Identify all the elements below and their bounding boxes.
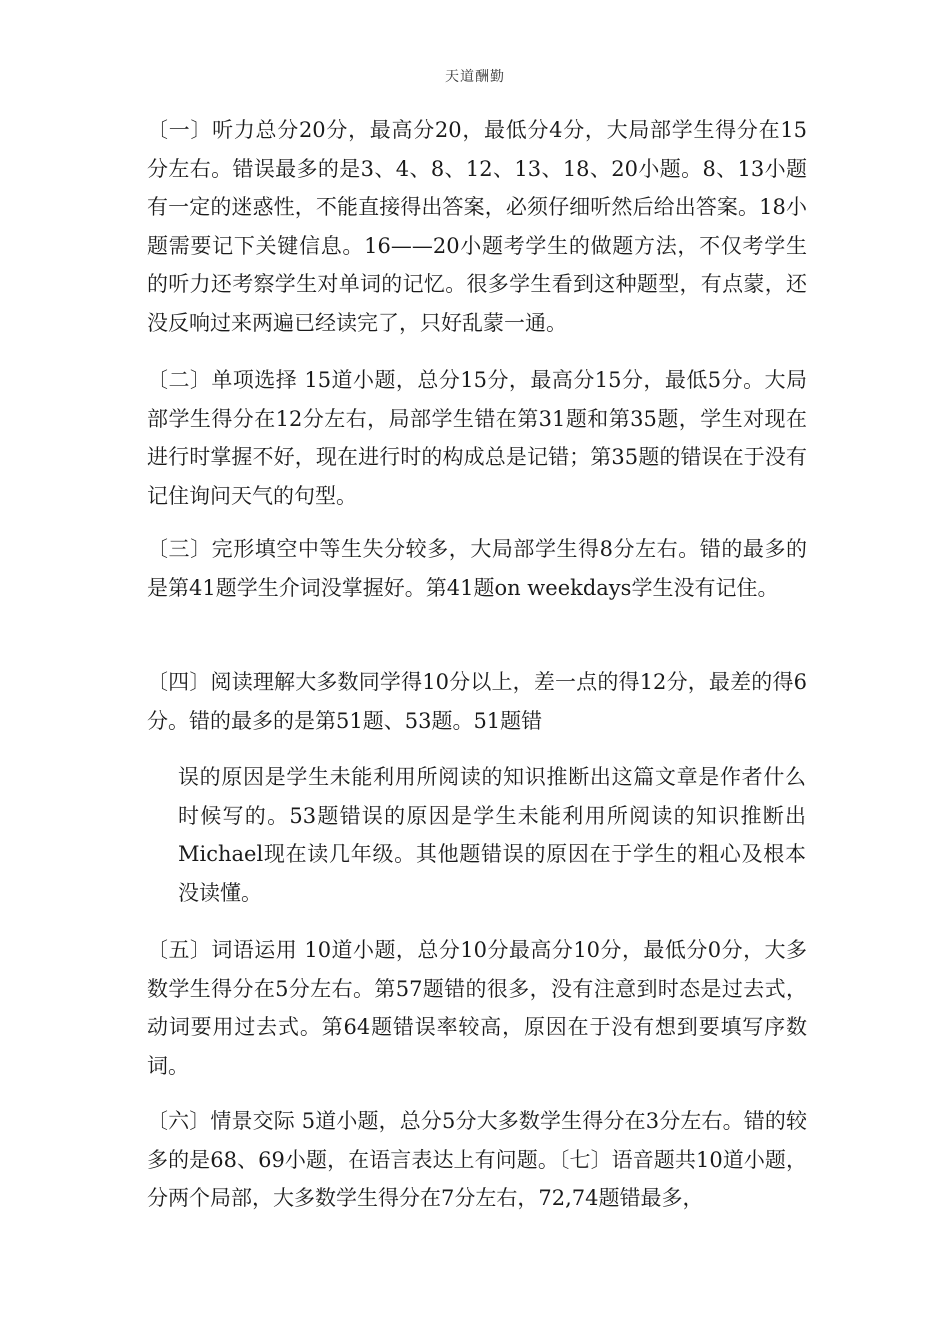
paragraph-single-choice: 〔二〕单项选择 15道小题，总分15分，最高分15分，最低5分。大局部学生得分在12分左右，局部学生错在第31题和第35题，学生对现在进行时掌握不好，现在进行时的构成总是记错；第35题的错误在于没有记住询问天气的句型。 xyxy=(147,368,807,508)
paragraph-listening: 〔一〕听力总分20分，最高分20，最低分4分，大局部学生得分在15分左右。错误最多的是3、4、8、12、13、18、20小题。8、13小题有一定的迷惑性，不能直接得出答案，必须仔细听然后给出答案。18小题需要记下关键信息。16——20小题考学生的做题方法，不仅考学生的听力还考察学生对单词的记忆。很多学生看到这种题型，有点蒙，还没反响过来两遍已经读完了，只好乱蒙一通。 xyxy=(147,118,807,335)
paragraph-cloze: 〔三〕完形填空中等生失分较多，大局部学生得8分左右。错的最多的是第41题学生介词没掌握好。第41题on weekdays学生没有记住。 xyxy=(147,537,807,600)
page-header: 天道酬勤 xyxy=(445,69,505,85)
paragraph-situational: 〔六〕情景交际 5道小题，总分5分大多数学生得分在3分左右。错的较多的是68、69小题，在语言表达上有问题。〔七〕语音题共10道小题，分两个局部，大多数学生得分在7分左右，72,74题错最多， xyxy=(147,1109,807,1210)
paragraph-reading-part1: 〔四〕阅读理解大多数同学得10分以上，差一点的得12分，最差的得6分。错的最多的是第51题、53题。51题错 xyxy=(147,670,807,733)
paragraph-word-usage: 〔五〕词语运用 10道小题，总分10分最高分10分，最低分0分，大多数学生得分在5分左右。第57题错的很多，没有注意到时态是过去式，动词要用过去式。第64题错误率较高，原因在于没有想到要填写序数词。 xyxy=(147,938,807,1078)
paragraph-reading-part2: 误的原因是学生未能利用所阅读的知识推断出这篇文章是作者什么时候写的。53题错误的原因是学生未能利用所阅读的知识推断出Michael现在读几年级。其他题错误的原因在于学生的粗心及根本没读懂。 xyxy=(178,765,806,905)
